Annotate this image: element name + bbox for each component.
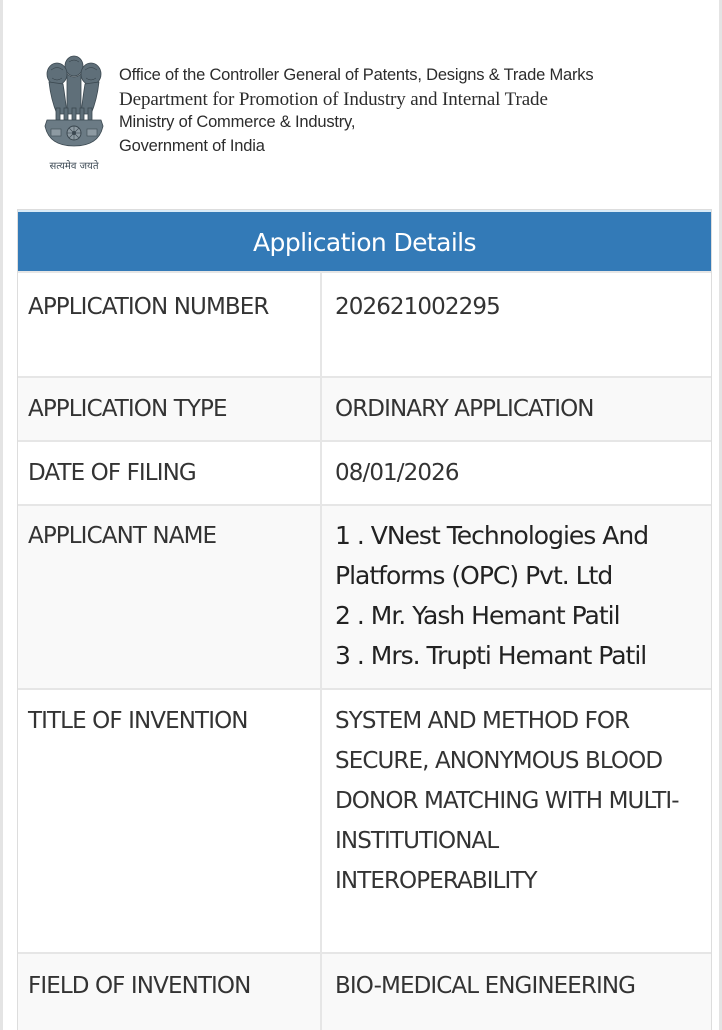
row-label: DATE OF FILING: [18, 442, 322, 504]
application-details-table: [17, 209, 712, 1030]
row-label: TITLE OF INVENTION: [18, 690, 322, 952]
table-row-applicant-name: [18, 504, 711, 688]
table-row-date-of-filing: [18, 440, 711, 504]
national-emblem: [39, 50, 109, 172]
emblem-motto: सत्यमेव जयते: [49, 161, 99, 172]
application-type-value: ORDINARY APPLICATION: [335, 396, 594, 422]
national-emblem-icon: [39, 50, 109, 158]
department-line: Department for Promotion of Industry and Internal Trade: [119, 88, 548, 110]
field-of-invention-value: BIO-MEDICAL ENGINEERING: [335, 973, 636, 999]
application-number-value: 202621002295: [335, 294, 500, 320]
table-body: [18, 271, 711, 1030]
applicant-item: 3 . Mrs. Trupti Hemant Patil: [335, 641, 647, 670]
applicant-name-list: [322, 506, 711, 688]
table-row-application-number: [18, 271, 711, 376]
row-label: FIELD OF INVENTION: [18, 954, 322, 1030]
table-row-title-of-invention: [18, 688, 711, 952]
applicant-item: 1 . VNest Technologies And Platforms (OPC) Pvt. Ltd: [335, 521, 649, 590]
row-label: APPLICATION NUMBER: [18, 273, 322, 376]
table-row-application-type: [18, 376, 711, 440]
office-header: [39, 50, 593, 172]
table-title: Application Details: [18, 210, 711, 271]
ministry-line: Ministry of Commerce & Industry,: [119, 113, 356, 131]
date-of-filing-value: 08/01/2026: [335, 460, 459, 486]
applicant-item: 2 . Mr. Yash Hemant Patil: [335, 601, 620, 630]
row-label: APPLICATION TYPE: [18, 378, 322, 440]
title-of-invention-value: SYSTEM AND METHOD FOR SECURE, ANONYMOUS BLOOD DONOR MATCHING WITH MULTI-INSTITUTIONAL INTEROPERABILITY: [335, 708, 679, 894]
government-line: Government of India: [119, 136, 265, 155]
office-name-line: Office of the Controller General of Patents, Designs & Trade Marks: [119, 66, 594, 84]
office-name-block: [119, 50, 593, 158]
row-label: APPLICANT NAME: [18, 506, 322, 688]
table-row-field-of-invention: [18, 952, 711, 1030]
